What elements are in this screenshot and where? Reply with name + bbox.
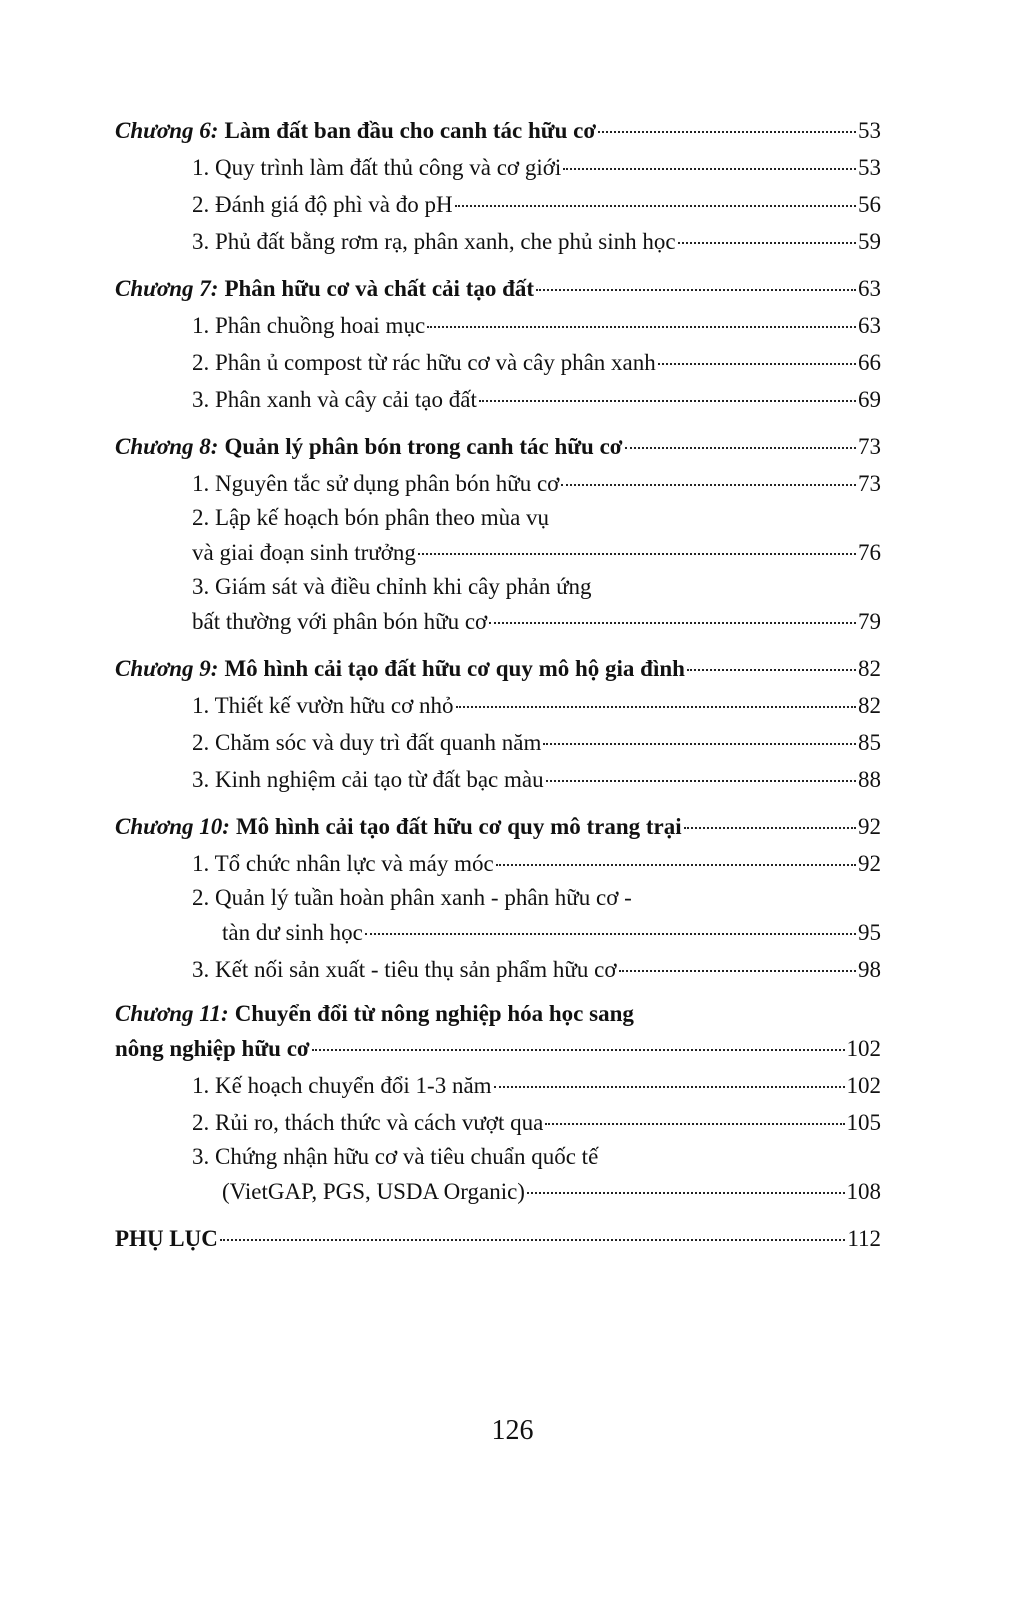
chapter-heading-line (115, 808, 881, 845)
chapter-title: Phân hữu cơ và chất cải tạo đất (224, 276, 535, 301)
section-line (115, 1067, 881, 1104)
section-line (115, 1173, 881, 1210)
section-line (115, 149, 881, 186)
chapter-label: Chương 11: (115, 1001, 229, 1026)
section-line (115, 1104, 881, 1141)
dot-leader (496, 864, 856, 866)
section-title: 1. Kế hoạch chuyển đổi 1-3 năm (192, 1073, 492, 1098)
dot-leader (489, 622, 856, 624)
appendix-line (115, 1220, 881, 1257)
section-page: 95 (858, 920, 881, 945)
dot-leader (598, 131, 856, 133)
section-title: 1. Thiết kế vườn hữu cơ nhỏ (192, 693, 454, 718)
section-line (115, 465, 881, 502)
chapter-label: Chương 7: (115, 276, 219, 301)
section-title: 1. Phân chuồng hoai mục (192, 313, 426, 338)
section-page: 102 (846, 1073, 881, 1098)
section-title: 3. Kinh nghiệm cải tạo từ đất bạc màu (192, 767, 544, 792)
section-title: 3. Phủ đất bằng rơm rạ, phân xanh, che phủ sinh học (192, 229, 676, 254)
chapter-title: Mô hình cải tạo đất hữu cơ quy mô hộ gia đình (224, 656, 685, 681)
dot-leader (418, 553, 856, 555)
chapter-title: Quản lý phân bón trong canh tác hữu cơ (224, 434, 623, 459)
section-line (115, 534, 881, 571)
dot-leader (563, 168, 856, 170)
dot-leader (687, 669, 856, 671)
section-page: 92 (858, 851, 881, 876)
chapter-heading-line (115, 650, 881, 687)
chapter-heading-line (115, 998, 881, 1030)
section-title: 2. Phân ủ compost từ rác hữu cơ và cây phân xanh (192, 350, 656, 375)
toc-chapter (115, 270, 881, 418)
section-page: 63 (858, 313, 881, 338)
section-title: 2. Lập kế hoạch bón phân theo mùa vụ (192, 505, 550, 530)
chapter-title: nông nghiệp hữu cơ (115, 1036, 310, 1061)
chapter-title: Mô hình cải tạo đất hữu cơ quy mô trang trại (235, 814, 682, 839)
section-title: 3. Giám sát và điều chỉnh khi cây phản ứng (192, 574, 592, 599)
section-line (115, 502, 881, 534)
appendix-title: PHỤ LỤC (115, 1226, 218, 1251)
section-title: 2. Quản lý tuần hoàn phân xanh - phân hữu cơ - (192, 885, 632, 910)
section-line (115, 914, 881, 951)
section-line (115, 344, 881, 381)
chapter-page: 82 (858, 656, 881, 681)
section-line (115, 845, 881, 882)
section-page: 105 (846, 1110, 881, 1135)
section-line (115, 882, 881, 914)
table-of-contents (115, 112, 881, 1257)
section-line (115, 381, 881, 418)
dot-leader (312, 1049, 845, 1051)
section-line (115, 687, 881, 724)
section-line (115, 951, 881, 988)
dot-leader (479, 400, 856, 402)
chapter-heading-line (115, 428, 881, 465)
dot-leader (684, 827, 856, 829)
toc-chapter (115, 112, 881, 260)
section-line (115, 186, 881, 223)
section-page: 59 (858, 229, 881, 254)
chapter-page: 53 (858, 118, 881, 143)
section-title: (VietGAP, PGS, USDA Organic) (222, 1179, 525, 1204)
chapter-page: 73 (858, 434, 881, 459)
section-page: 76 (858, 540, 881, 565)
section-title: tàn dư sinh học (222, 920, 363, 945)
chapter-heading-line (115, 112, 881, 149)
section-page: 98 (858, 957, 881, 982)
dot-leader (678, 242, 856, 244)
section-line (115, 223, 881, 260)
section-line (115, 724, 881, 761)
section-title: 3. Kết nối sản xuất - tiêu thụ sản phẩm hữu cơ (192, 957, 617, 982)
section-line (115, 1141, 881, 1173)
section-title: 1. Tổ chức nhân lực và máy móc (192, 851, 494, 876)
section-page: 56 (858, 192, 881, 217)
section-title: 1. Quy trình làm đất thủ công và cơ giới (192, 155, 562, 180)
dot-leader (365, 933, 856, 935)
dot-leader (658, 363, 856, 365)
page-number: 126 (491, 1415, 534, 1446)
dot-leader (619, 970, 857, 972)
chapter-heading-line (115, 1030, 881, 1067)
dot-leader (545, 1123, 844, 1125)
toc-chapter (115, 998, 881, 1210)
dot-leader (561, 484, 856, 486)
section-line (115, 307, 881, 344)
toc-chapter (115, 808, 881, 988)
appendix-page: 112 (847, 1226, 881, 1251)
section-page: 73 (858, 471, 881, 496)
chapter-heading-line (115, 270, 881, 307)
dot-leader (546, 780, 856, 782)
section-title: 2. Đánh giá độ phì và đo pH (192, 192, 453, 217)
dot-leader (625, 447, 856, 449)
dot-leader (427, 326, 856, 328)
dot-leader (536, 289, 856, 291)
chapter-label: Chương 10: (115, 814, 230, 839)
chapter-title: Làm đất ban đầu cho canh tác hữu cơ (224, 118, 597, 143)
section-page: 88 (858, 767, 881, 792)
dot-leader (456, 706, 856, 708)
section-page: 85 (858, 730, 881, 755)
section-title: 1. Nguyên tắc sử dụng phân bón hữu cơ (192, 471, 560, 496)
section-line (115, 603, 881, 640)
section-page: 53 (858, 155, 881, 180)
section-title: 2. Chăm sóc và duy trì đất quanh năm (192, 730, 542, 755)
dot-leader (455, 205, 856, 207)
section-page: 82 (858, 693, 881, 718)
chapter-title: Chuyển đổi từ nông nghiệp hóa học sang (234, 1001, 634, 1026)
toc-chapter (115, 428, 881, 640)
dot-leader (543, 743, 856, 745)
toc-chapter (115, 650, 881, 798)
dot-leader (220, 1239, 845, 1241)
section-title: và giai đoạn sinh trưởng (192, 540, 416, 565)
section-line (115, 571, 881, 603)
section-page: 66 (858, 350, 881, 375)
section-title: 3. Phân xanh và cây cải tạo đất (192, 387, 477, 412)
section-title: 3. Chứng nhận hữu cơ và tiêu chuẩn quốc tế (192, 1144, 599, 1169)
section-page: 108 (846, 1179, 881, 1204)
section-page: 69 (858, 387, 881, 412)
dot-leader (527, 1192, 845, 1194)
chapter-label: Chương 6: (115, 118, 219, 143)
chapter-label: Chương 9: (115, 656, 219, 681)
section-title: bất thường với phân bón hữu cơ (192, 609, 488, 634)
chapter-label: Chương 8: (115, 434, 219, 459)
dot-leader (494, 1086, 845, 1088)
chapter-page: 92 (858, 814, 881, 839)
chapter-page: 63 (858, 276, 881, 301)
section-title: 2. Rủi ro, thách thức và cách vượt qua (192, 1110, 544, 1135)
section-page: 79 (858, 609, 881, 634)
chapter-page: 102 (846, 1036, 881, 1061)
section-line (115, 761, 881, 798)
